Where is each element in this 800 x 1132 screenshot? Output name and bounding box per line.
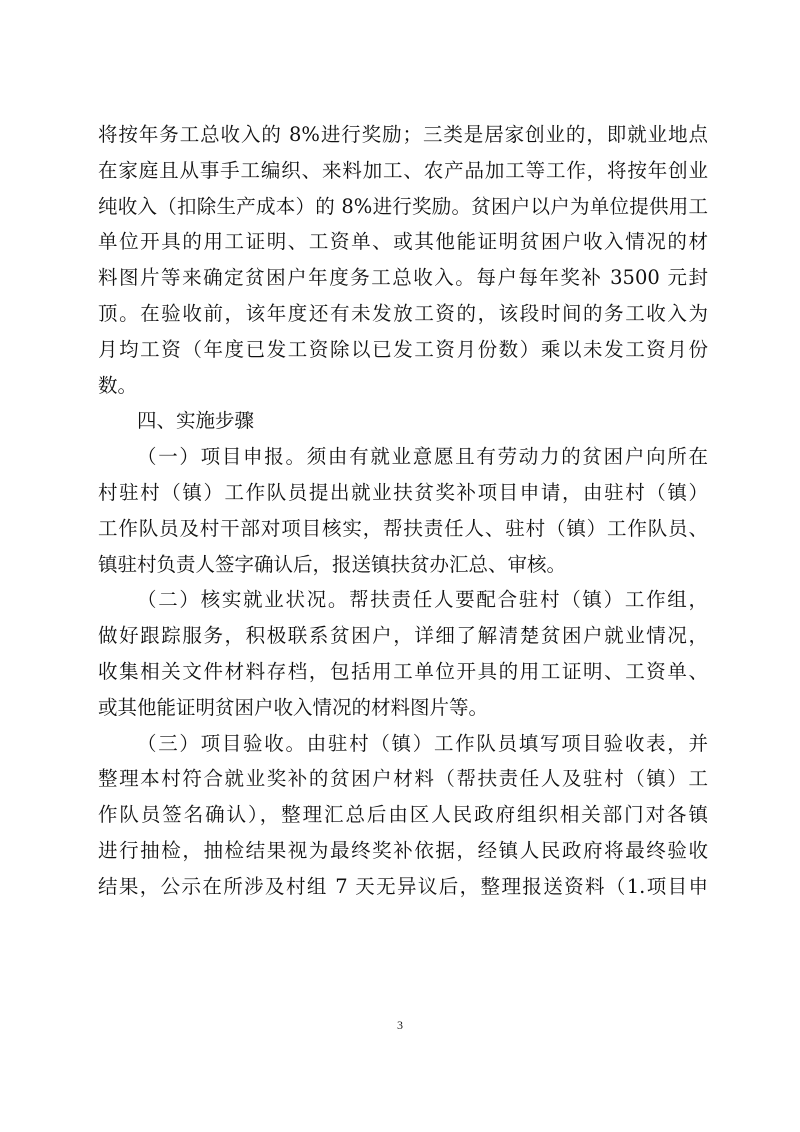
text-line: 顶。在验收前，该年度还有未发放工资的，该段时间的务工收入为	[98, 301, 708, 325]
text-line: 收集相关文件材料存档，包括用工单位开具的用工证明、工资单、	[98, 659, 708, 683]
body-text	[98, 117, 708, 905]
text-line: （二）核实就业状况。帮扶责任人要配合驻村（镇）工作组，	[137, 588, 708, 612]
text-line: 数。	[98, 373, 138, 397]
text-line: 料图片等来确定贫困户年度务工总收入。每户每年奖补 3500 元封	[98, 266, 708, 290]
text-line: 作队员签名确认），整理汇总后由区人民政府组织相关部门对各镇	[98, 803, 708, 827]
text-line: 结果，公示在所涉及村组 7 天无异议后，整理报送资料（1.项目申	[98, 874, 708, 898]
text-line: 村驻村（镇）工作队员提出就业扶贫奖补项目申请，由驻村（镇）	[98, 480, 708, 504]
page-number: 3	[397, 1018, 403, 1032]
text-line: （三）项目验收。由驻村（镇）工作队员填写项目验收表，并	[137, 731, 708, 755]
text-line: 进行抽检，抽检结果视为最终奖补依据，经镇人民政府将最终验收	[98, 838, 708, 862]
text-line: 镇驻村负责人签字确认后，报送镇扶贫办汇总、审核。	[98, 552, 567, 576]
text-line: 或其他能证明贫困户收入情况的材料图片等。	[98, 695, 489, 719]
section-heading: 四、实施步骤	[137, 409, 255, 433]
text-line: 工作队员及村干部对项目核实，帮扶责任人、驻村（镇）工作队员、	[98, 516, 708, 540]
text-line: 在家庭且从事手工编织、来料加工、农产品加工等工作，将按年创业	[98, 158, 708, 182]
text-line: 整理本村符合就业奖补的贫困户材料（帮扶责任人及驻村（镇）工	[98, 767, 708, 791]
text-line: 将按年务工总收入的 8%进行奖励；三类是居家创业的，即就业地点	[98, 123, 708, 146]
text-line: 月均工资（年度已发工资除以已发工资月份数）乘以未发工资月份	[98, 337, 708, 361]
text-line: 单位开具的用工证明、工资单、或其他能证明贫困户收入情况的材	[98, 230, 708, 254]
text-line: （一）项目申报。须由有就业意愿且有劳动力的贫困户向所在	[137, 445, 708, 469]
text-line: 纯收入（扣除生产成本）的 8%进行奖励。贫困户以户为单位提供用工	[98, 194, 708, 218]
text-line: 做好跟踪服务，积极联系贫困户，详细了解清楚贫困户就业情况，	[98, 624, 708, 648]
